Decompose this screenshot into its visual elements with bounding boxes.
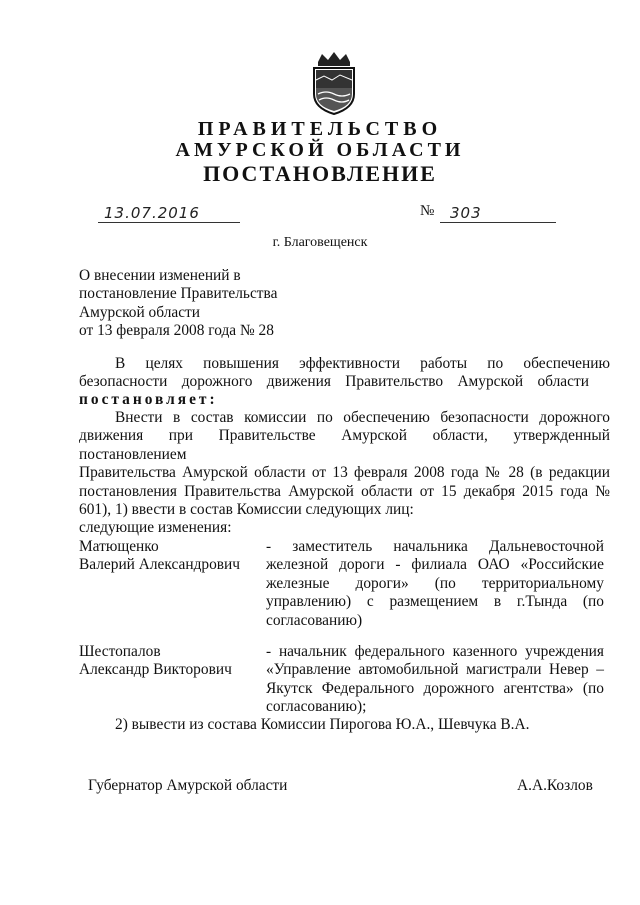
person-given-name: Александр Викторович <box>79 661 232 679</box>
subject-block <box>79 267 379 341</box>
word: целях <box>145 355 183 372</box>
document-number: 303 <box>440 204 556 223</box>
word: безопасности <box>79 373 168 390</box>
city: г. Благовещенск <box>272 235 368 250</box>
description-line: согласованию) <box>266 611 363 629</box>
number-sign: № <box>420 203 435 219</box>
subject-line: О внесении изменений в <box>79 267 241 284</box>
paragraph-line: Правительства Амурской области от 13 февраля 2008 года № 28 (в редакции <box>79 464 610 482</box>
description-line: «Управление автомобильной магистрали Невер – <box>266 661 604 679</box>
item-2: 2) вывести из состава Комиссии Пирогова Ю.А., Шевчука В.А. <box>115 716 530 733</box>
document-type: ПОСТАНОВЛЕНИЕ <box>203 161 437 186</box>
description-line: Якутск Федерального дорожного агентства» (по <box>266 679 604 697</box>
word: повышения <box>203 355 279 372</box>
person-surname: Шестопалов <box>79 643 161 660</box>
subject-line: Амурской области <box>79 303 200 321</box>
person-name-block <box>79 538 269 575</box>
word: В <box>115 355 126 372</box>
resolves-word: постановляет: <box>79 391 218 408</box>
word: работы <box>420 355 468 372</box>
person-given-name: Валерий Александрович <box>79 556 241 574</box>
paragraph-line: постановления Правительства Амурской области от 15 декабря 2015 года № 601), <box>79 482 610 519</box>
preamble-line-2 <box>79 373 589 391</box>
description-line: - начальник федерального казенного учреждения <box>266 643 604 660</box>
person-name-block <box>79 643 269 680</box>
paragraph-line: следующие изменения: <box>79 519 232 537</box>
government-title: ПРАВИТЕЛЬСТВО <box>197 118 443 140</box>
word: движения <box>266 373 331 390</box>
word: эффективности <box>299 355 400 372</box>
description-line: железной дороги - филиала ОАО «Российские <box>266 556 604 574</box>
document-date: 13.07.2016 <box>98 204 240 223</box>
word: Правительство <box>345 373 444 390</box>
description-line: железные дороги» (по территориальному <box>266 574 604 592</box>
subject-line: от 13 февраля 2008 года № 28 <box>79 322 274 340</box>
paragraph-line: Внести в состав комиссии по обеспечению безопасности дорожного <box>115 409 610 426</box>
word: Амурской <box>457 373 524 390</box>
item-1: 1) ввести в состав Комиссии следующих лиц: <box>115 501 414 518</box>
word: обеспечению <box>523 355 610 372</box>
description-line: согласованию); <box>266 698 367 716</box>
word: области <box>537 373 589 390</box>
person-surname: Матющенко <box>79 538 159 555</box>
description-line: - заместитель начальника Дальневосточной <box>266 538 604 555</box>
person-description <box>266 538 604 630</box>
paragraph-line: движения при Правительстве Амурской области, утвержденный постановлением <box>79 427 610 463</box>
coat-of-arms-emblem <box>304 50 364 116</box>
signatory-name: А.А.Козлов <box>517 777 593 794</box>
description-line: управлению) с размещением в г.Тында (по <box>266 593 604 611</box>
signatory-position: Губернатор Амурской области <box>88 777 288 794</box>
preamble-line-1 <box>115 355 610 373</box>
person-description <box>266 643 604 717</box>
word: по <box>487 355 504 372</box>
word: дорожного <box>181 373 253 390</box>
region-title: АМУРСКОЙ ОБЛАСТИ <box>175 139 465 161</box>
subject-line: постановление Правительства <box>79 285 278 303</box>
